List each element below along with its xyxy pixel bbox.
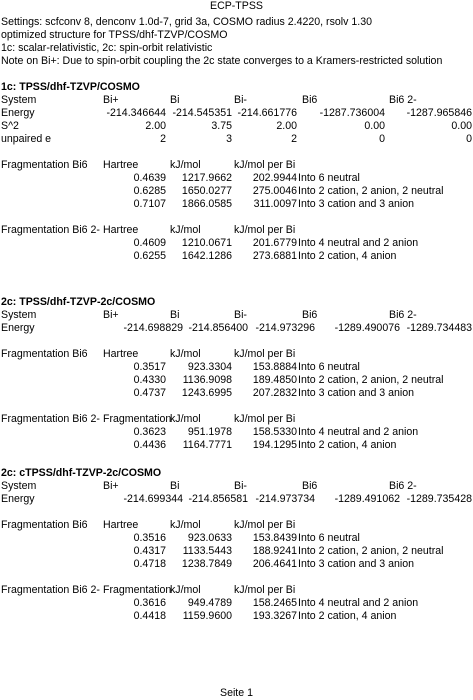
frag-cell: 0.3616 — [133, 597, 166, 609]
frag-header: kJ/mol per Bi — [234, 159, 296, 171]
frag-header: kJ/mol per Bi — [234, 584, 296, 596]
frag-cell: 0.4436 — [133, 439, 166, 451]
frag-cell: 1650.0277 — [181, 185, 232, 197]
frag-description: Into 2 cation, 2 anion, 2 neutral — [298, 374, 444, 386]
table-cell: -214.856581 — [188, 493, 248, 505]
table-cell: -214.698829 — [123, 322, 183, 334]
row-label: Energy — [1, 107, 35, 119]
frag-description: Into 2 cation, 2 anion, 2 neutral — [298, 545, 444, 557]
frag-cell: 153.8439 — [252, 532, 297, 544]
table-header-bi-minus: Bi- — [234, 309, 247, 321]
table-cell: 3.75 — [211, 120, 232, 132]
table-header-bi: Bi — [170, 480, 180, 492]
table-header-bi: Bi — [170, 309, 180, 321]
row-label: unpaired e — [1, 133, 52, 145]
frag-header: Fragmentation Bi6 2- — [1, 224, 100, 236]
section-heading: 1c: TPSS/dhf-TZVP/COSMO — [1, 81, 140, 93]
frag-header: Fragmentation Bi6 2- — [1, 584, 100, 596]
table-cell: -1289.491062 — [334, 493, 400, 505]
frag-cell: 0.4737 — [133, 387, 166, 399]
frag-cell: 201.6779 — [252, 237, 297, 249]
row-label: S^2 — [1, 120, 19, 132]
frag-description: Into 4 neutral and 2 anion — [298, 597, 419, 609]
frag-header: kJ/mol — [170, 519, 201, 531]
frag-cell: 1164.7771 — [182, 439, 232, 451]
frag-cell: 0.4609 — [133, 237, 166, 249]
frag-header: kJ/mol — [170, 584, 201, 596]
frag-cell: 158.2465 — [252, 597, 297, 609]
table-cell: 0.00 — [364, 120, 385, 132]
frag-cell: 1159.9600 — [182, 610, 232, 622]
frag-header: Fragmentation — [103, 584, 172, 596]
frag-cell: 207.2832 — [252, 387, 297, 399]
frag-cell: 273.6881 — [252, 250, 297, 262]
table-cell: 0 — [466, 133, 472, 145]
frag-header: kJ/mol per Bi — [234, 224, 296, 236]
frag-cell: 0.3623 — [133, 426, 166, 438]
table-header-system: System — [1, 94, 37, 106]
frag-cell: 951.1978 — [187, 426, 232, 438]
frag-header: Hartree — [103, 159, 139, 171]
section-heading: 2c: cTPSS/dhf-TZVP-2c/COSMO — [1, 467, 162, 479]
table-cell: 3 — [226, 133, 232, 145]
table-header-bi6-2minus: Bi6 2- — [389, 480, 417, 492]
frag-cell: 0.4639 — [133, 172, 166, 184]
table-cell: -1289.734483 — [406, 322, 472, 334]
frag-description: Into 6 neutral — [298, 361, 360, 373]
frag-cell: 1243.6995 — [181, 387, 232, 399]
table-header-bi-minus: Bi- — [234, 94, 247, 106]
frag-cell: 0.3517 — [133, 361, 166, 373]
table-header-bi-plus: Bi+ — [103, 94, 119, 106]
frag-cell: 0.4718 — [133, 558, 166, 570]
frag-description: Into 3 cation and 3 anion — [298, 558, 415, 570]
table-cell: -214.661776 — [237, 107, 297, 119]
row-label: Energy — [1, 493, 35, 505]
frag-cell: 1238.7849 — [181, 558, 232, 570]
frag-header: Fragmentation Bi6 — [1, 519, 88, 531]
settings-line: Settings: scfconv 8, denconv 1.0d-7, grid 3a, COSMO radius 2.4220, rsolv 1.30 — [1, 16, 372, 28]
frag-description: Into 2 cation, 4 anion — [298, 250, 397, 262]
frag-cell: 923.0633 — [187, 532, 232, 544]
frag-cell: 1217.9662 — [181, 172, 232, 184]
frag-cell: 193.3267 — [252, 610, 297, 622]
frag-header: Hartree — [103, 519, 139, 531]
relativistic-line: 1c: scalar-relativistic, 2c: spin-orbit relativistic — [1, 42, 213, 54]
table-cell: 0.00 — [451, 120, 472, 132]
frag-cell: 0.4418 — [133, 610, 166, 622]
frag-description: Into 3 cation and 3 anion — [298, 387, 415, 399]
frag-cell: 188.9241 — [252, 545, 297, 557]
page-title: ECP-TPSS — [210, 0, 263, 12]
frag-cell: 1133.5443 — [182, 545, 232, 557]
frag-header: Hartree — [103, 224, 139, 236]
frag-description: Into 6 neutral — [298, 532, 360, 544]
table-header-bi-plus: Bi+ — [103, 480, 119, 492]
frag-cell: 0.3516 — [133, 532, 166, 544]
frag-header: Fragmentation Bi6 — [1, 159, 88, 171]
table-cell: -214.346644 — [106, 107, 166, 119]
frag-cell: 923.3304 — [187, 361, 232, 373]
table-cell: 2.00 — [145, 120, 166, 132]
frag-description: Into 3 cation and 3 anion — [298, 198, 415, 210]
table-cell: -1289.490076 — [334, 322, 400, 334]
table-header-system: System — [1, 480, 37, 492]
table-cell: -214.545351 — [172, 107, 232, 119]
table-header-bi-plus: Bi+ — [103, 309, 119, 321]
table-header-bi6-2minus: Bi6 2- — [389, 309, 417, 321]
table-cell: -1287.965846 — [406, 107, 472, 119]
table-header-bi6: Bi6 — [302, 480, 318, 492]
frag-header: Hartree — [103, 348, 139, 360]
frag-header: Fragmentation Bi6 2- — [1, 413, 100, 425]
frag-header: kJ/mol — [170, 348, 201, 360]
table-cell: 2 — [291, 133, 297, 145]
frag-cell: 0.6285 — [133, 185, 166, 197]
page-footer: Seite 1 — [220, 687, 253, 699]
frag-cell: 275.0046 — [252, 185, 297, 197]
table-header-bi6: Bi6 — [302, 94, 318, 106]
frag-header: kJ/mol per Bi — [234, 413, 296, 425]
note-line: Note on Bi+: Due to spin-orbit coupling the 2c state converges to a Kramers-restricted solution — [1, 55, 443, 67]
frag-cell: 0.4330 — [133, 374, 166, 386]
frag-cell: 202.9944 — [252, 172, 297, 184]
table-header-bi6: Bi6 — [302, 309, 318, 321]
frag-description: Into 4 neutral and 2 anion — [298, 426, 419, 438]
frag-cell: 153.8884 — [252, 361, 297, 373]
table-cell: 2 — [160, 133, 166, 145]
frag-cell: 1866.0585 — [181, 198, 232, 210]
table-header-bi-minus: Bi- — [234, 480, 247, 492]
frag-cell: 0.7107 — [133, 198, 166, 210]
frag-cell: 1136.9098 — [182, 374, 232, 386]
frag-cell: 311.0097 — [253, 198, 297, 210]
frag-header: kJ/mol — [170, 224, 201, 236]
table-cell: -214.856400 — [188, 322, 248, 334]
frag-cell: 0.6255 — [133, 250, 166, 262]
frag-header: Fragmentation — [103, 413, 172, 425]
table-cell: -1287.736004 — [319, 107, 385, 119]
frag-header: kJ/mol per Bi — [234, 348, 296, 360]
section-heading: 2c: TPSS/dhf-TZVP-2c/COSMO — [1, 296, 156, 308]
frag-description: Into 2 cation, 4 anion — [298, 610, 397, 622]
table-cell: -214.973734 — [255, 493, 315, 505]
frag-header: Fragmentation Bi6 — [1, 348, 88, 360]
table-header-system: System — [1, 309, 37, 321]
frag-description: Into 2 cation, 4 anion — [298, 439, 397, 451]
frag-header: kJ/mol — [170, 159, 201, 171]
table-cell: -214.973296 — [255, 322, 315, 334]
frag-cell: 0.4317 — [133, 545, 166, 557]
frag-cell: 949.4789 — [187, 597, 232, 609]
row-label: Energy — [1, 322, 35, 334]
frag-cell: 194.1295 — [252, 439, 297, 451]
frag-cell: 206.4641 — [252, 558, 297, 570]
table-header-bi6-2minus: Bi6 2- — [389, 94, 417, 106]
frag-description: Into 6 neutral — [298, 172, 360, 184]
frag-header: kJ/mol — [170, 413, 201, 425]
frag-cell: 189.4850 — [252, 374, 297, 386]
frag-cell: 1210.0671 — [181, 237, 232, 249]
structure-line: optimized structure for TPSS/dhf-TZVP/COSMO — [1, 29, 228, 41]
table-cell: -214.699344 — [123, 493, 183, 505]
table-cell: -1289.735428 — [406, 493, 472, 505]
table-header-bi: Bi — [170, 94, 180, 106]
frag-header: kJ/mol per Bi — [234, 519, 296, 531]
frag-description: Into 2 cation, 2 anion, 2 neutral — [298, 185, 444, 197]
table-cell: 2.00 — [276, 120, 297, 132]
frag-cell: 1642.1286 — [181, 250, 232, 262]
frag-description: Into 4 neutral and 2 anion — [298, 237, 419, 249]
table-cell: 0 — [379, 133, 385, 145]
frag-cell: 158.5330 — [252, 426, 297, 438]
